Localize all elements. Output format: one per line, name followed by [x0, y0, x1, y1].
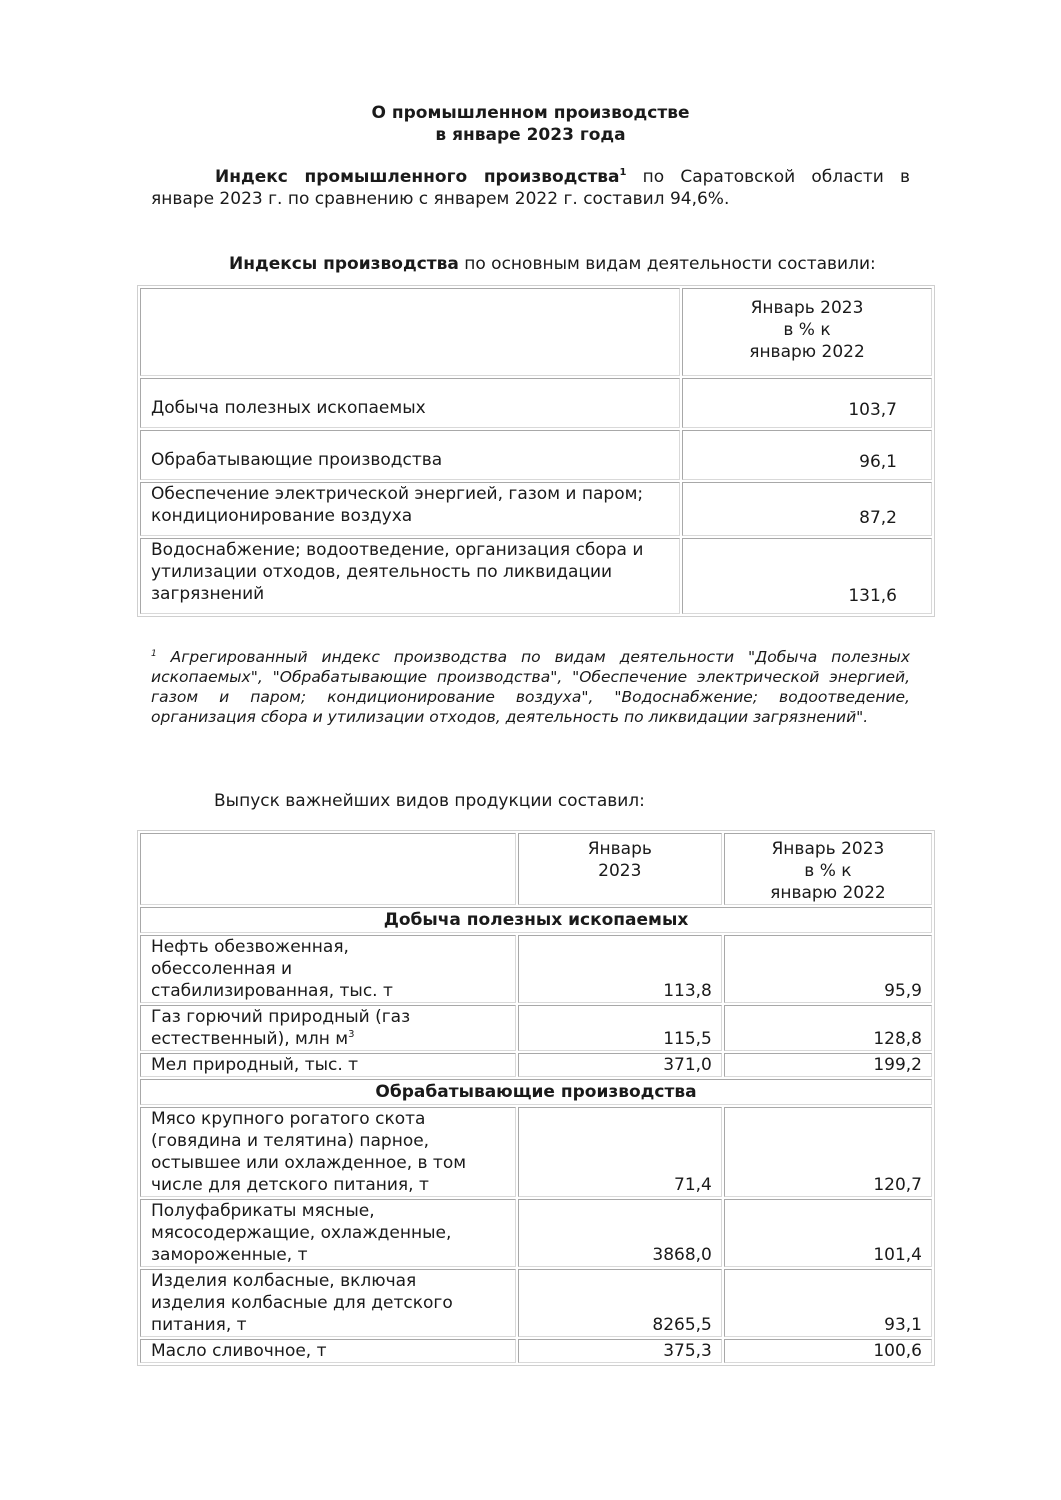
- label-line: числе для детского питания, т: [151, 1175, 429, 1195]
- label-line: стабилизированная, тыс. т: [151, 981, 393, 1001]
- product-label: Мел природный, тыс. т: [140, 1053, 516, 1077]
- row-label-line: Водоснабжение; водоотведение, организация сбора и: [151, 540, 644, 560]
- section-row: [140, 907, 932, 933]
- label-line: Нефть обезвоженная,: [151, 937, 349, 957]
- header-cell-empty: [140, 288, 680, 376]
- indices-table: [137, 285, 935, 617]
- label-text: естественный), млн м: [151, 1029, 349, 1049]
- label-line: мясосодержащие, охлажденные,: [151, 1223, 452, 1243]
- indices-lead: [229, 253, 876, 275]
- label-line: питания, т: [151, 1315, 247, 1335]
- section-title-mining: Добыча полезных ископаемых: [140, 907, 932, 933]
- header-cell-period: [682, 288, 932, 376]
- label-line: (говядина и телятина) парное,: [151, 1131, 430, 1151]
- section-row: [140, 1079, 932, 1105]
- row-value: 131,6: [682, 538, 932, 614]
- table-header-row: [140, 288, 932, 376]
- product-value: 375,3: [518, 1339, 722, 1363]
- label-line: обессоленная и: [151, 959, 293, 979]
- table-row: [140, 538, 932, 614]
- table-row: [140, 482, 932, 536]
- row-label-line: утилизации отходов, деятельность по ликвидации: [151, 562, 613, 582]
- intro-bold-lead: Индекс промышленного производства: [215, 167, 620, 187]
- header-text: Январь: [587, 839, 652, 859]
- product-value: 115,5: [518, 1005, 722, 1051]
- intro-paragraph: [151, 166, 910, 210]
- product-value: 113,8: [518, 935, 722, 1003]
- table-row: [140, 935, 932, 1003]
- header-text: январю 2022: [749, 342, 865, 362]
- product-percent: 100,6: [724, 1339, 932, 1363]
- row-label: [140, 538, 680, 614]
- table-row: [140, 378, 932, 428]
- product-percent: 120,7: [724, 1107, 932, 1197]
- header-cell-percent: [724, 833, 932, 905]
- label-line: Полуфабрикаты мясные,: [151, 1201, 375, 1221]
- document-title: [0, 102, 1061, 146]
- products-lead: Выпуск важнейших видов продукции составил:: [214, 791, 645, 811]
- product-percent: 95,9: [724, 935, 932, 1003]
- header-cell-empty: [140, 833, 516, 905]
- row-label: Добыча полезных ископаемых: [140, 378, 680, 428]
- product-percent: 93,1: [724, 1269, 932, 1337]
- row-label-line: кондиционирование воздуха: [151, 506, 413, 526]
- title-line-1: О промышленном производстве: [371, 103, 690, 123]
- header-text: Январь 2023: [771, 839, 885, 859]
- product-value: 3868,0: [518, 1199, 722, 1267]
- product-label: Масло сливочное, т: [140, 1339, 516, 1363]
- indices-lead-text: по основным видам деятельности составили:: [458, 254, 876, 274]
- header-text: в % к: [783, 320, 831, 340]
- row-label-line: Обеспечение электрической энергией, газом и паром;: [151, 484, 644, 504]
- product-percent: 128,8: [724, 1005, 932, 1051]
- product-label: [140, 1005, 516, 1051]
- table-row: [140, 1005, 932, 1051]
- footnote-marker: 1: [151, 649, 157, 659]
- row-label: Обрабатывающие производства: [140, 430, 680, 480]
- superscript: 3: [348, 1029, 355, 1040]
- header-cell-volume: [518, 833, 722, 905]
- footnote-marker: 1: [619, 167, 627, 178]
- footnote-text: Агрегированный индекс производства по видам деятельности "Добыча полезных ископаемых", "Обрабатывающие производства", "Обеспечение электрической энергией, газом и паром; кондиционирование воздуха", "Водоснабжение; водоотведение, организация сбора и утилизации отходов, деятельность по ликвидации загрязнений".: [151, 648, 910, 726]
- row-value: 96,1: [682, 430, 932, 480]
- product-label: [140, 1199, 516, 1267]
- product-percent: 101,4: [724, 1199, 932, 1267]
- section-title-manufacturing: Обрабатывающие производства: [140, 1079, 932, 1105]
- header-text: январю 2022: [770, 883, 886, 903]
- table-row: [140, 1269, 932, 1337]
- header-text: в % к: [804, 861, 852, 881]
- table-row: [140, 1053, 932, 1077]
- footnote: [151, 647, 910, 727]
- row-value: 103,7: [682, 378, 932, 428]
- title-line-2: в январе 2023 года: [435, 125, 626, 145]
- table-header-row: [140, 833, 932, 905]
- row-value: 87,2: [682, 482, 932, 536]
- product-label: [140, 1269, 516, 1337]
- label-line: Мясо крупного рогатого скота: [151, 1109, 426, 1129]
- table-row: [140, 430, 932, 480]
- label-line: изделия колбасные для детского: [151, 1293, 453, 1313]
- intro-text: по Саратовской области в январе 2023 г. по сравнению с январем 2022 г. составил 94,6%.: [151, 167, 910, 209]
- label-line: замороженные, т: [151, 1245, 308, 1265]
- table-row: [140, 1339, 932, 1363]
- header-text: Январь 2023: [750, 298, 864, 318]
- label-line: Изделия колбасные, включая: [151, 1271, 417, 1291]
- table-row: [140, 1199, 932, 1267]
- label-line: Газ горючий природный (газ: [151, 1007, 411, 1027]
- product-label: [140, 935, 516, 1003]
- product-value: 371,0: [518, 1053, 722, 1077]
- header-text: 2023: [598, 861, 642, 881]
- row-label: [140, 482, 680, 536]
- label-line: [151, 1028, 505, 1050]
- label-line: остывшее или охлажденное, в том: [151, 1153, 467, 1173]
- product-value: 71,4: [518, 1107, 722, 1197]
- products-table: [137, 830, 935, 1366]
- product-value: 8265,5: [518, 1269, 722, 1337]
- product-label: [140, 1107, 516, 1197]
- table-row: [140, 1107, 932, 1197]
- indices-lead-bold: Индексы производства: [229, 254, 459, 274]
- product-percent: 199,2: [724, 1053, 932, 1077]
- row-label-line: загрязнений: [151, 584, 265, 604]
